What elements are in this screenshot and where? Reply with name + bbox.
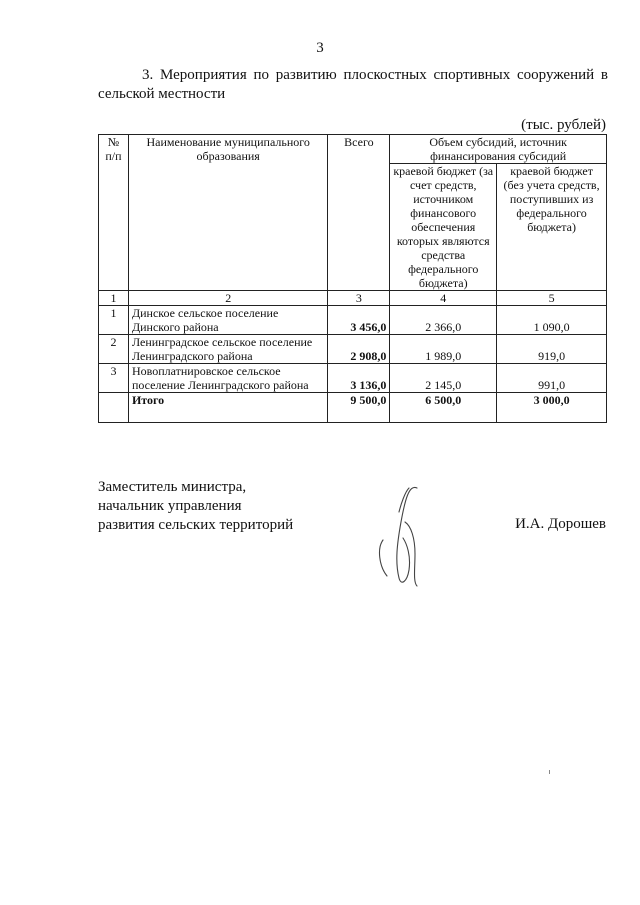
header-krai-own: краевой бюджет (без учета средств, поступивших из федерального бюджета) xyxy=(497,164,607,291)
totals-empty xyxy=(99,393,129,423)
row-total: 3 456,0 xyxy=(328,306,390,335)
totals-krai-federal: 6 500,0 xyxy=(390,393,497,423)
table-header-row xyxy=(99,135,607,164)
section-heading-line1: 3. Мероприятия по развитию плоскостных спортивных сооружений в xyxy=(142,67,608,83)
col-number: 5 xyxy=(497,291,607,306)
row-krai-own: 991,0 xyxy=(497,364,607,393)
row-krai-federal: 2 366,0 xyxy=(390,306,497,335)
col-number: 2 xyxy=(128,291,328,306)
table-row xyxy=(99,306,607,335)
totals-row xyxy=(99,393,607,423)
row-name: Новоплатнировское сельское поселение Ленинградского района xyxy=(128,364,328,393)
header-total: Всего xyxy=(328,135,390,291)
header-krai-federal: краевой бюджет (за счет средств, источником финансового обеспечения которых являются средства федерального бюджета) xyxy=(390,164,497,291)
row-num: 1 xyxy=(99,306,129,335)
header-name: Наименование муниципального образования xyxy=(128,135,328,291)
totals-total: 9 500,0 xyxy=(328,393,390,423)
section-heading xyxy=(98,66,608,104)
subsidy-table xyxy=(98,134,607,423)
position-line: развития сельских территорий xyxy=(98,517,294,533)
section-heading-line2: сельской местности xyxy=(98,86,226,102)
row-krai-own: 919,0 xyxy=(497,335,607,364)
row-krai-own: 1 090,0 xyxy=(497,306,607,335)
row-krai-federal: 1 989,0 xyxy=(390,335,497,364)
signatory-position xyxy=(98,478,293,535)
table-row xyxy=(99,335,607,364)
totals-krai-own: 3 000,0 xyxy=(497,393,607,423)
position-line: Заместитель министра, xyxy=(98,479,247,495)
totals-label: Итого xyxy=(128,393,328,423)
header-volume: Объем субсидий, источник финансирования субсидий xyxy=(390,135,607,164)
scan-speck xyxy=(549,770,550,774)
signatory-name: И.А. Дорошев xyxy=(515,516,606,532)
handwritten-signature xyxy=(365,482,435,597)
row-total: 3 136,0 xyxy=(328,364,390,393)
page-number: 3 xyxy=(316,40,324,56)
column-number-row xyxy=(99,291,607,306)
unit-note: (тыс. рублей) xyxy=(521,117,606,133)
table-row xyxy=(99,364,607,393)
row-krai-federal: 2 145,0 xyxy=(390,364,497,393)
col-number: 4 xyxy=(390,291,497,306)
header-num: № п/п xyxy=(99,135,129,291)
col-number: 1 xyxy=(99,291,129,306)
position-line: начальник управления xyxy=(98,498,242,514)
row-num: 3 xyxy=(99,364,129,393)
row-total: 2 908,0 xyxy=(328,335,390,364)
row-num: 2 xyxy=(99,335,129,364)
row-name: Динское сельское поселение Динского района xyxy=(128,306,328,335)
row-name: Ленинградское сельское поселение Ленинградского района xyxy=(128,335,328,364)
col-number: 3 xyxy=(328,291,390,306)
